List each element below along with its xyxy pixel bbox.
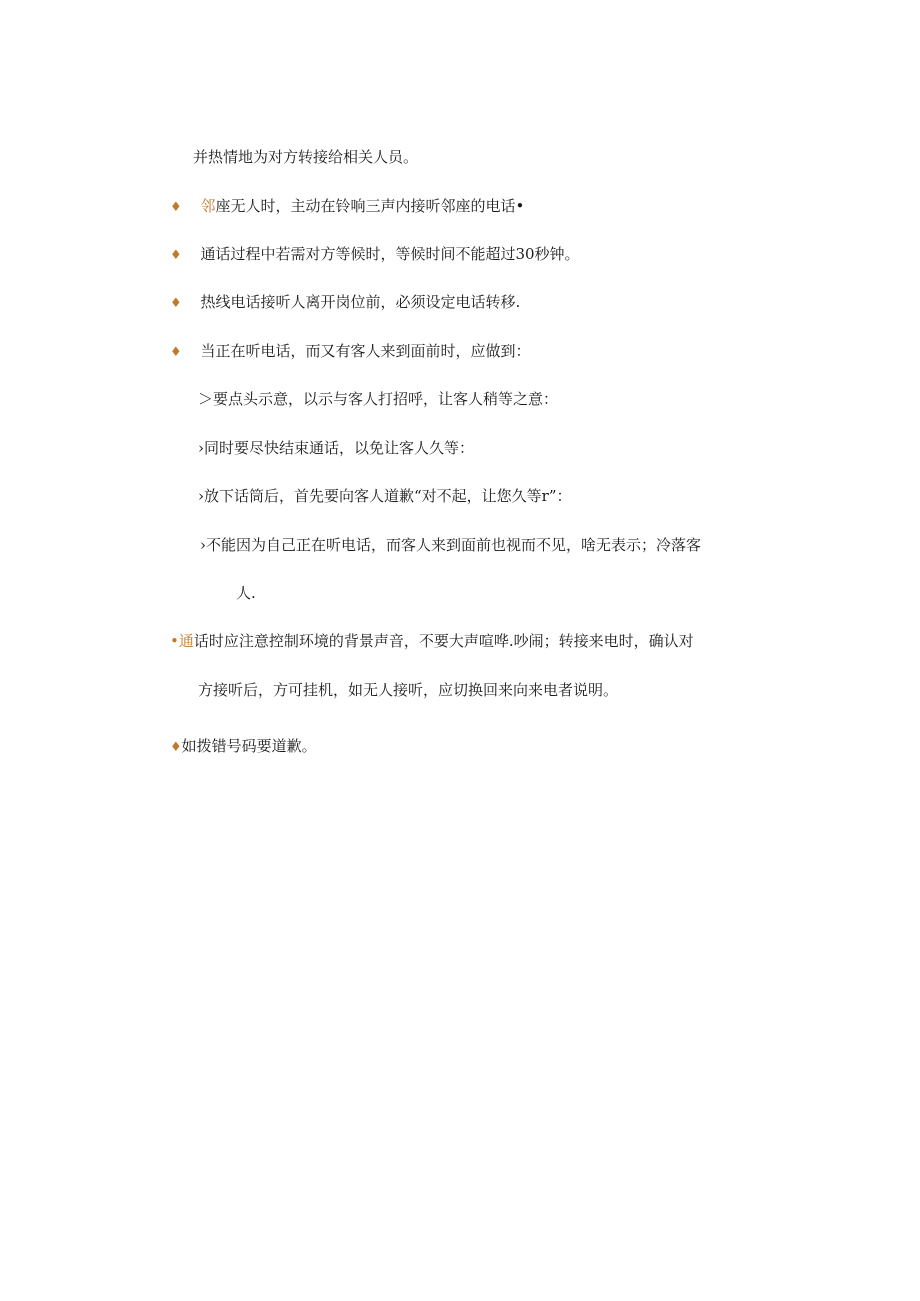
- diamond-bullet-icon: ♦: [170, 296, 182, 311]
- sub-list-item: [200, 535, 701, 555]
- list-item: [170, 631, 694, 651]
- list-item-text: 通话过程中若需对方等候时，等候时间不能超过30秒钟。: [200, 245, 580, 263]
- list-item: [170, 736, 317, 756]
- sub-list-item-continuation: [236, 583, 256, 603]
- diamond-bullet-icon: ♦: [170, 740, 182, 755]
- sub-list-item-text: 人.: [236, 584, 256, 602]
- list-item-text: 热线电话接听人离开岗位前，必须设定电话转移.: [200, 293, 521, 311]
- list-item: [170, 292, 520, 312]
- highlighted-char: 通: [178, 632, 194, 650]
- paragraph-text: 并热情地为对方转接给相关人员。: [193, 148, 419, 166]
- sub-list-item: [198, 389, 558, 409]
- sub-list-item-text: ›不能因为自己正在听电话，而客人来到面前也视而不见，啥无表示；冷落客: [200, 536, 702, 554]
- diamond-bullet-icon: ♦: [170, 200, 182, 215]
- list-item: [170, 244, 580, 264]
- diamond-bullet-icon: ♦: [170, 248, 182, 263]
- sub-list-item-text: ›放下话筒后，首先要向客人道歉“对不起，让您久等r”：: [198, 487, 572, 505]
- list-item: [170, 196, 524, 216]
- sub-list-item-text: ＞要点头示意，以示与客人打招呼，让客人稍等之意：: [198, 390, 559, 408]
- list-item-text: 话时应注意控制环境的背景声音，不要大声喧哗.吵闹；转接来电时，确认对: [193, 632, 694, 650]
- list-item-text: 座无人时，主动在铃响三声内接听邻座的电话•: [215, 197, 525, 215]
- diamond-bullet-icon: ♦: [170, 345, 182, 360]
- list-item-text: 方接听后，方可挂机，如无人接听，应切换回来向来电者说明。: [198, 681, 619, 699]
- sub-list-item: [198, 438, 474, 458]
- paragraph-continuation: [193, 147, 418, 167]
- sub-list-item: [198, 486, 572, 506]
- list-item: [170, 341, 530, 361]
- highlighted-char: 邻: [200, 197, 216, 215]
- list-item-text: 当正在听电话，而又有客人来到面前时，应做到：: [200, 342, 531, 360]
- dot-bullet-icon: •: [170, 632, 179, 650]
- list-item-continuation: [198, 680, 618, 700]
- sub-list-item-text: ›同时要尽快结束通话，以免让客人久等：: [198, 439, 475, 457]
- list-item-text: 如拨错号码要道歉。: [181, 737, 317, 755]
